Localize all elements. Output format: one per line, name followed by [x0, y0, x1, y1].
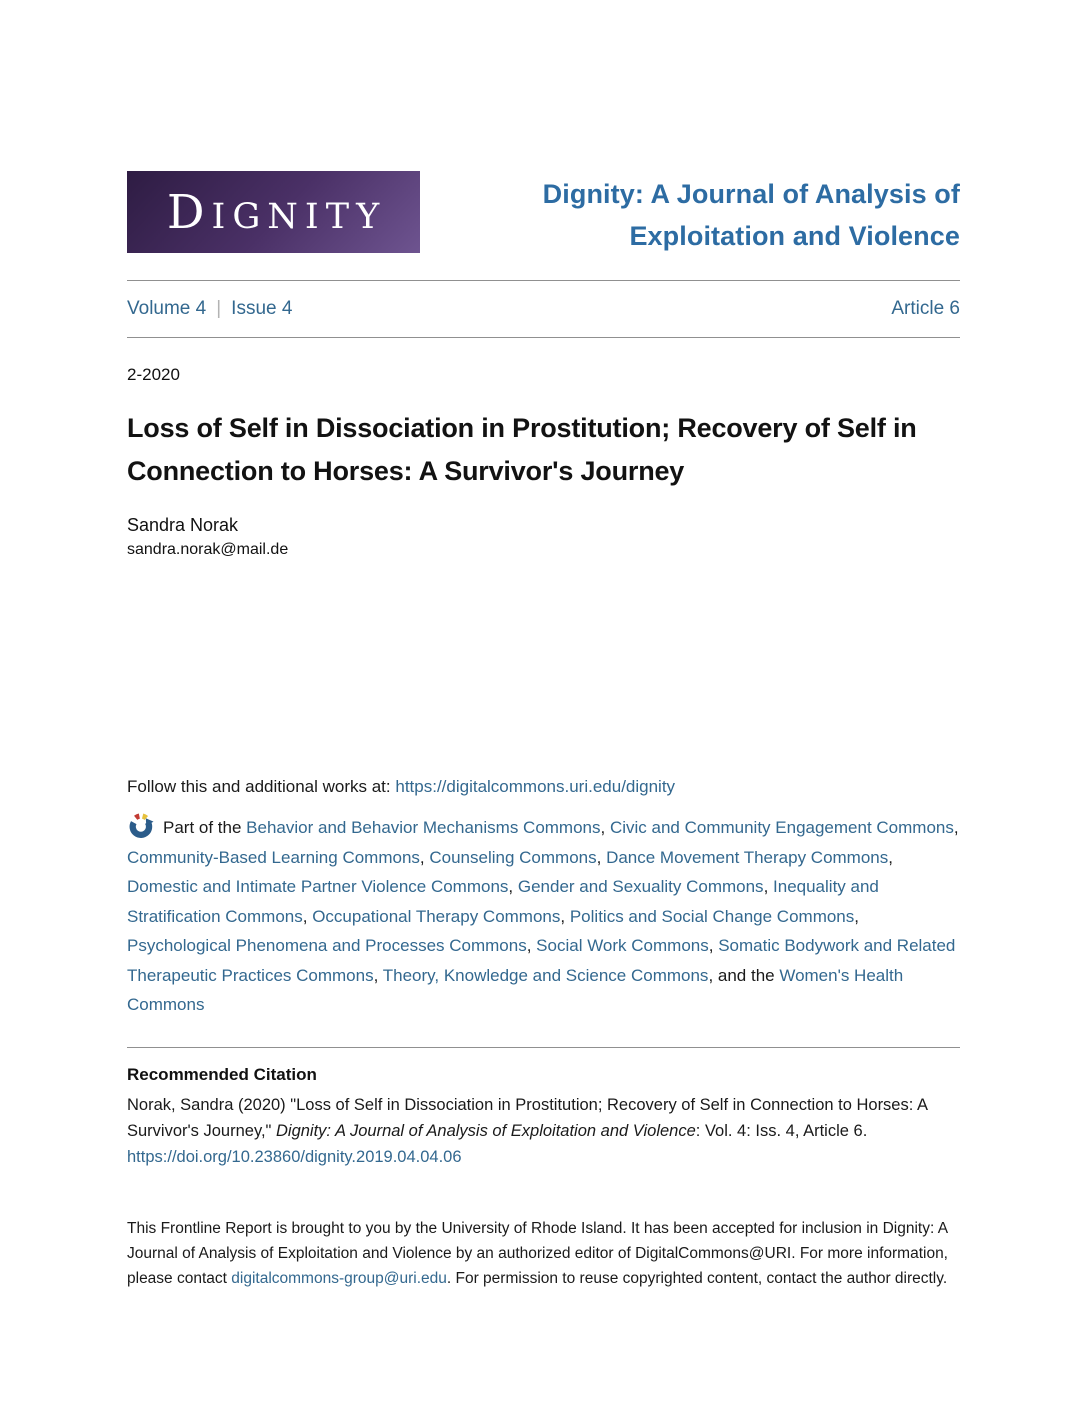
commons-paragraph — [127, 813, 960, 1020]
inline-link[interactable]: Occupational Therapy Commons — [312, 906, 561, 926]
inline-text: , — [302, 906, 313, 926]
journal-title-line2: Exploitation and Violence — [629, 221, 960, 251]
issue-bar — [127, 281, 960, 337]
article-link[interactable]: Article 6 — [891, 298, 960, 319]
inline-text: Dignity: A Journal of Analysis of Exploitation and Violence — [276, 1121, 696, 1140]
network-icon — [127, 813, 154, 840]
inline-link[interactable]: Politics and Social Change Commons — [569, 906, 855, 926]
inline-link[interactable]: Psychological Phenomena and Processes Commons — [127, 936, 527, 955]
inline-text: , and the — [708, 965, 780, 985]
inline-text: , — [596, 847, 607, 867]
inline-text: Norak, Sandra (2020) "Loss of Self in Dissociation in Prostitution; Recovery of Self in Connection to Horses: A Survivor's Journey," — [127, 1095, 928, 1140]
publication-date: 2-2020 — [127, 365, 180, 384]
follow-works-line — [127, 777, 960, 797]
inline-text: , — [708, 936, 719, 955]
inline-link[interactable]: Dance Movement Therapy Commons — [606, 847, 889, 867]
inline-text: , — [508, 877, 518, 896]
inline-text: , — [373, 965, 383, 985]
inline-text: , — [560, 906, 570, 926]
inline-text: This Frontline Report is brought to you by the University of Rhode Island. It has been accepted for inclusion in Dignity: A Journal of Analysis of Exploitation and Violence by an authorized editor of DigitalCommons@URI. For more information, please contact — [127, 1219, 948, 1287]
recommended-citation-block — [127, 1065, 960, 1170]
citation-text — [127, 1092, 960, 1170]
repository-url-link[interactable]: https://digitalcommons.uri.edu/dignity — [395, 777, 676, 796]
divider-citation — [127, 1047, 960, 1048]
inline-link[interactable]: Community-Based Learning Commons — [127, 847, 420, 867]
inline-link[interactable]: Social Work Commons — [536, 936, 709, 955]
journal-title-link[interactable] — [543, 173, 960, 257]
inline-link[interactable]: Women's Health Commons — [127, 965, 904, 1014]
inline-text: , — [953, 818, 959, 837]
footer-note — [127, 1216, 960, 1291]
inline-text: , — [526, 936, 537, 955]
inline-text: Part of the — [163, 818, 247, 837]
dignity-logo-text: DIGNITY — [166, 184, 387, 240]
divider-issue — [127, 337, 960, 338]
inline-link[interactable]: Counseling Commons — [429, 847, 597, 867]
inline-text: , — [600, 818, 610, 837]
inline-link[interactable]: Inequality and Stratification Commons — [127, 877, 879, 926]
commons-links-text — [127, 818, 959, 1014]
inline-text: , — [763, 877, 774, 896]
inline-link[interactable]: https://doi.org/10.23860/dignity.2019.04.04.06 — [127, 1147, 462, 1166]
inline-link[interactable]: Somatic Bodywork and Related Therapeutic Practices Commons — [127, 936, 956, 985]
header — [127, 171, 960, 257]
journal-title-line1: Dignity: A Journal of Analysis of — [542, 179, 960, 209]
issue-link[interactable]: Issue 4 — [231, 298, 293, 319]
inline-text: , — [419, 847, 430, 867]
follow-works-label: Follow this and additional works at: — [127, 777, 396, 796]
inline-link[interactable]: Domestic and Intimate Partner Violence Commons — [127, 877, 509, 896]
volume-issue-group — [127, 298, 292, 320]
author-name: Sandra Norak — [127, 515, 239, 535]
author-email: sandra.norak@mail.de — [127, 541, 289, 558]
inline-link[interactable]: Behavior and Behavior Mechanisms Commons — [246, 818, 601, 837]
inline-text: : Vol. 4: Iss. 4, Article 6. — [695, 1121, 868, 1140]
inline-link[interactable]: digitalcommons-group@uri.edu — [231, 1269, 447, 1287]
dignity-logo[interactable] — [127, 171, 420, 253]
inline-link[interactable]: Gender and Sexuality Commons — [517, 877, 764, 896]
inline-text: , — [854, 906, 859, 926]
inline-link[interactable]: Civic and Community Engagement Commons — [609, 818, 954, 837]
separator-pipe: | — [216, 298, 222, 319]
article-title: Loss of Self in Dissociation in Prostitution; Recovery of Self in Connection to Horses: A Survivor's Journey — [127, 413, 917, 486]
recommended-citation-heading: Recommended Citation — [127, 1064, 317, 1084]
inline-link[interactable]: Theory, Knowledge and Science Commons — [382, 965, 709, 985]
inline-text: , — [888, 847, 893, 867]
inline-text: . For permission to reuse copyrighted content, contact the author directly. — [446, 1269, 948, 1287]
volume-link[interactable]: Volume 4 — [127, 298, 207, 319]
